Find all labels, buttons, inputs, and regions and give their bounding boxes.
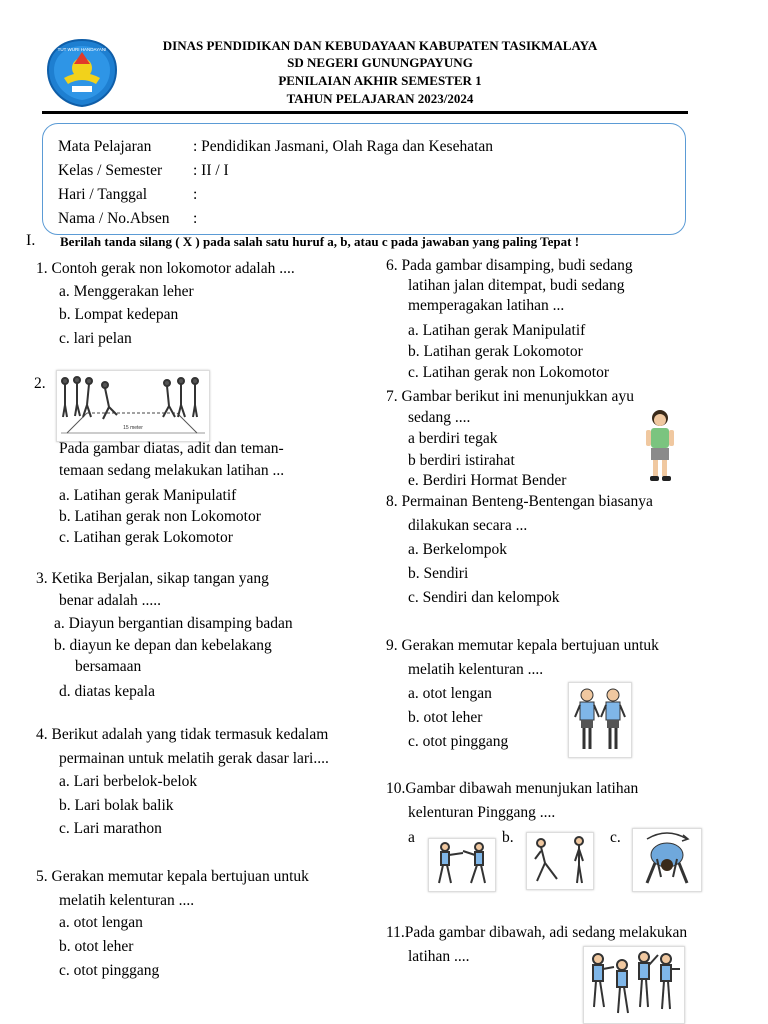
q5-option-a[interactable]: a. otot lengan: [59, 914, 143, 931]
q6-text-1: 6. Pada gambar disamping, budi sedang: [386, 257, 633, 274]
subject-label: Mata Pelajaran: [58, 138, 152, 155]
q2-number: 2.: [34, 375, 46, 392]
q6-option-c[interactable]: c. Latihan gerak non Lokomotor: [408, 364, 610, 381]
q10-label-b[interactable]: b.: [502, 829, 514, 846]
q10-text-1: 10.Gambar dibawah menunjukan latihan: [386, 780, 639, 797]
q8-option-a[interactable]: a. Berkelompok: [408, 541, 508, 558]
q2-image-label: 15 meter: [123, 425, 143, 431]
tut-wuri-handayani-logo: [44, 38, 120, 108]
q2-running-image: [56, 370, 210, 442]
subject-value: : Pendidikan Jasmani, Olah Raga dan Kesehatan: [193, 138, 494, 155]
section-number: I.: [26, 232, 36, 249]
q3-text-2: benar adalah .....: [59, 592, 161, 609]
q7-text-1: 7. Gambar berikut ini menunjukkan ayu: [386, 388, 634, 405]
q8-option-b[interactable]: b. Sendiri: [408, 565, 469, 582]
q3-text-1: 3. Ketika Berjalan, sikap tangan yang: [36, 570, 269, 587]
q3-option-b[interactable]: b. diayun ke depan dan kebelakang: [54, 637, 272, 654]
q1-option-a[interactable]: a. Menggerakan leher: [59, 283, 194, 300]
day-label: Hari / Tanggal: [58, 186, 148, 203]
q9-text-1: 9. Gerakan memutar kepala bertujuan untuk: [386, 637, 659, 654]
header-school: SD NEGERI GUNUNGPAYUNG: [287, 55, 473, 70]
q4-option-c[interactable]: c. Lari marathon: [59, 820, 162, 837]
q7-option-b[interactable]: b berdiri istirahat: [408, 452, 515, 469]
header-rule: [42, 111, 688, 114]
q11-text-1: 11.Pada gambar dibawah, adi sedang melakukan: [386, 924, 688, 941]
q5-text-2: melatih kelenturan ....: [59, 892, 195, 909]
q3-option-a[interactable]: a. Diayun bergantian disamping badan: [54, 615, 293, 632]
q2-option-c[interactable]: c. Latihan gerak Lokomotor: [59, 529, 233, 546]
q7-option-e[interactable]: e. Berdiri Hormat Bender: [408, 472, 567, 489]
q2-text-1: Pada gambar diatas, adit dan teman-: [59, 440, 284, 457]
q9-text-2: melatih kelenturan ....: [408, 661, 544, 678]
q3-option-b-cont: bersamaan: [75, 658, 142, 675]
q7-text-2: sedang ....: [408, 409, 471, 426]
q1-option-b[interactable]: b. Lompat kedepan: [59, 306, 179, 323]
header-agency: DINAS PENDIDIKAN DAN KEBUDAYAAN KABUPATEN TASIKMALAYA: [162, 38, 598, 53]
q6-text-2: latihan jalan ditempat, budi sedang: [408, 277, 625, 294]
q10-image-c[interactable]: [632, 828, 702, 892]
q4-option-b[interactable]: b. Lari bolak balik: [59, 797, 174, 814]
name-label: Nama / No.Absen: [58, 210, 170, 227]
name-value: :: [193, 210, 198, 227]
q5-option-c[interactable]: c. otot pinggang: [59, 962, 160, 979]
q9-option-a[interactable]: a. otot lengan: [408, 685, 492, 702]
q11-exercise-image: [583, 946, 685, 1024]
q9-option-c[interactable]: c. otot pinggang: [408, 733, 509, 750]
class-value: : II / I: [193, 162, 229, 179]
q8-text-2: dilakukan secara ...: [408, 517, 528, 534]
q2-option-a[interactable]: a. Latihan gerak Manipulatif: [59, 487, 237, 504]
logo-text: TUT WURI HANDAYANI: [57, 47, 107, 52]
q6-option-b[interactable]: b. Latihan gerak Lokomotor: [408, 343, 583, 360]
q7-girl-standing-image: [636, 408, 684, 486]
header-year: TAHUN PELAJARAN 2023/2024: [286, 91, 474, 106]
q1-text: 1. Contoh gerak non lokomotor adalah ....: [36, 260, 295, 277]
q6-option-a[interactable]: a. Latihan gerak Manipulatif: [408, 322, 586, 339]
q9-head-rotation-image: [568, 682, 632, 758]
q10-image-a[interactable]: [428, 838, 496, 892]
q9-option-b[interactable]: b. otot leher: [408, 709, 483, 726]
section-instruction: Berilah tanda silang ( X ) pada salah satu huruf a, b, atau c pada jawaban yang paling Tepat !: [60, 234, 580, 249]
q4-text-2: permainan untuk melatih gerak dasar lari....: [59, 750, 329, 767]
q10-label-c[interactable]: c.: [610, 829, 621, 846]
q10-image-b[interactable]: [526, 832, 594, 890]
q5-text-1: 5. Gerakan memutar kepala bertujuan untuk: [36, 868, 309, 885]
q1-option-c[interactable]: c. lari pelan: [59, 330, 132, 347]
q6-text-3: memperagakan latihan ...: [408, 297, 565, 314]
q5-option-b[interactable]: b. otot leher: [59, 938, 134, 955]
q4-option-a[interactable]: a. Lari berbelok-belok: [59, 773, 198, 790]
day-value: :: [193, 186, 198, 203]
q7-option-a[interactable]: a berdiri tegak: [408, 430, 498, 447]
q8-text-1: 8. Permainan Benteng-Bentengan biasanya: [386, 493, 653, 510]
q2-option-b[interactable]: b. Latihan gerak non Lokomotor: [59, 508, 261, 525]
q10-label-a[interactable]: a: [408, 829, 415, 846]
q11-text-2: latihan ....: [408, 948, 470, 965]
class-label: Kelas / Semester: [58, 162, 163, 179]
q2-text-2: temaan sedang melakukan latihan ...: [59, 462, 285, 479]
q3-option-d[interactable]: d. diatas kepala: [59, 683, 155, 700]
q8-option-c[interactable]: c. Sendiri dan kelompok: [408, 589, 560, 606]
q10-text-2: kelenturan Pinggang ....: [408, 804, 556, 821]
header-exam: PENILAIAN AKHIR SEMESTER 1: [278, 73, 482, 88]
q4-text-1: 4. Berikut adalah yang tidak termasuk kedalam: [36, 726, 329, 743]
